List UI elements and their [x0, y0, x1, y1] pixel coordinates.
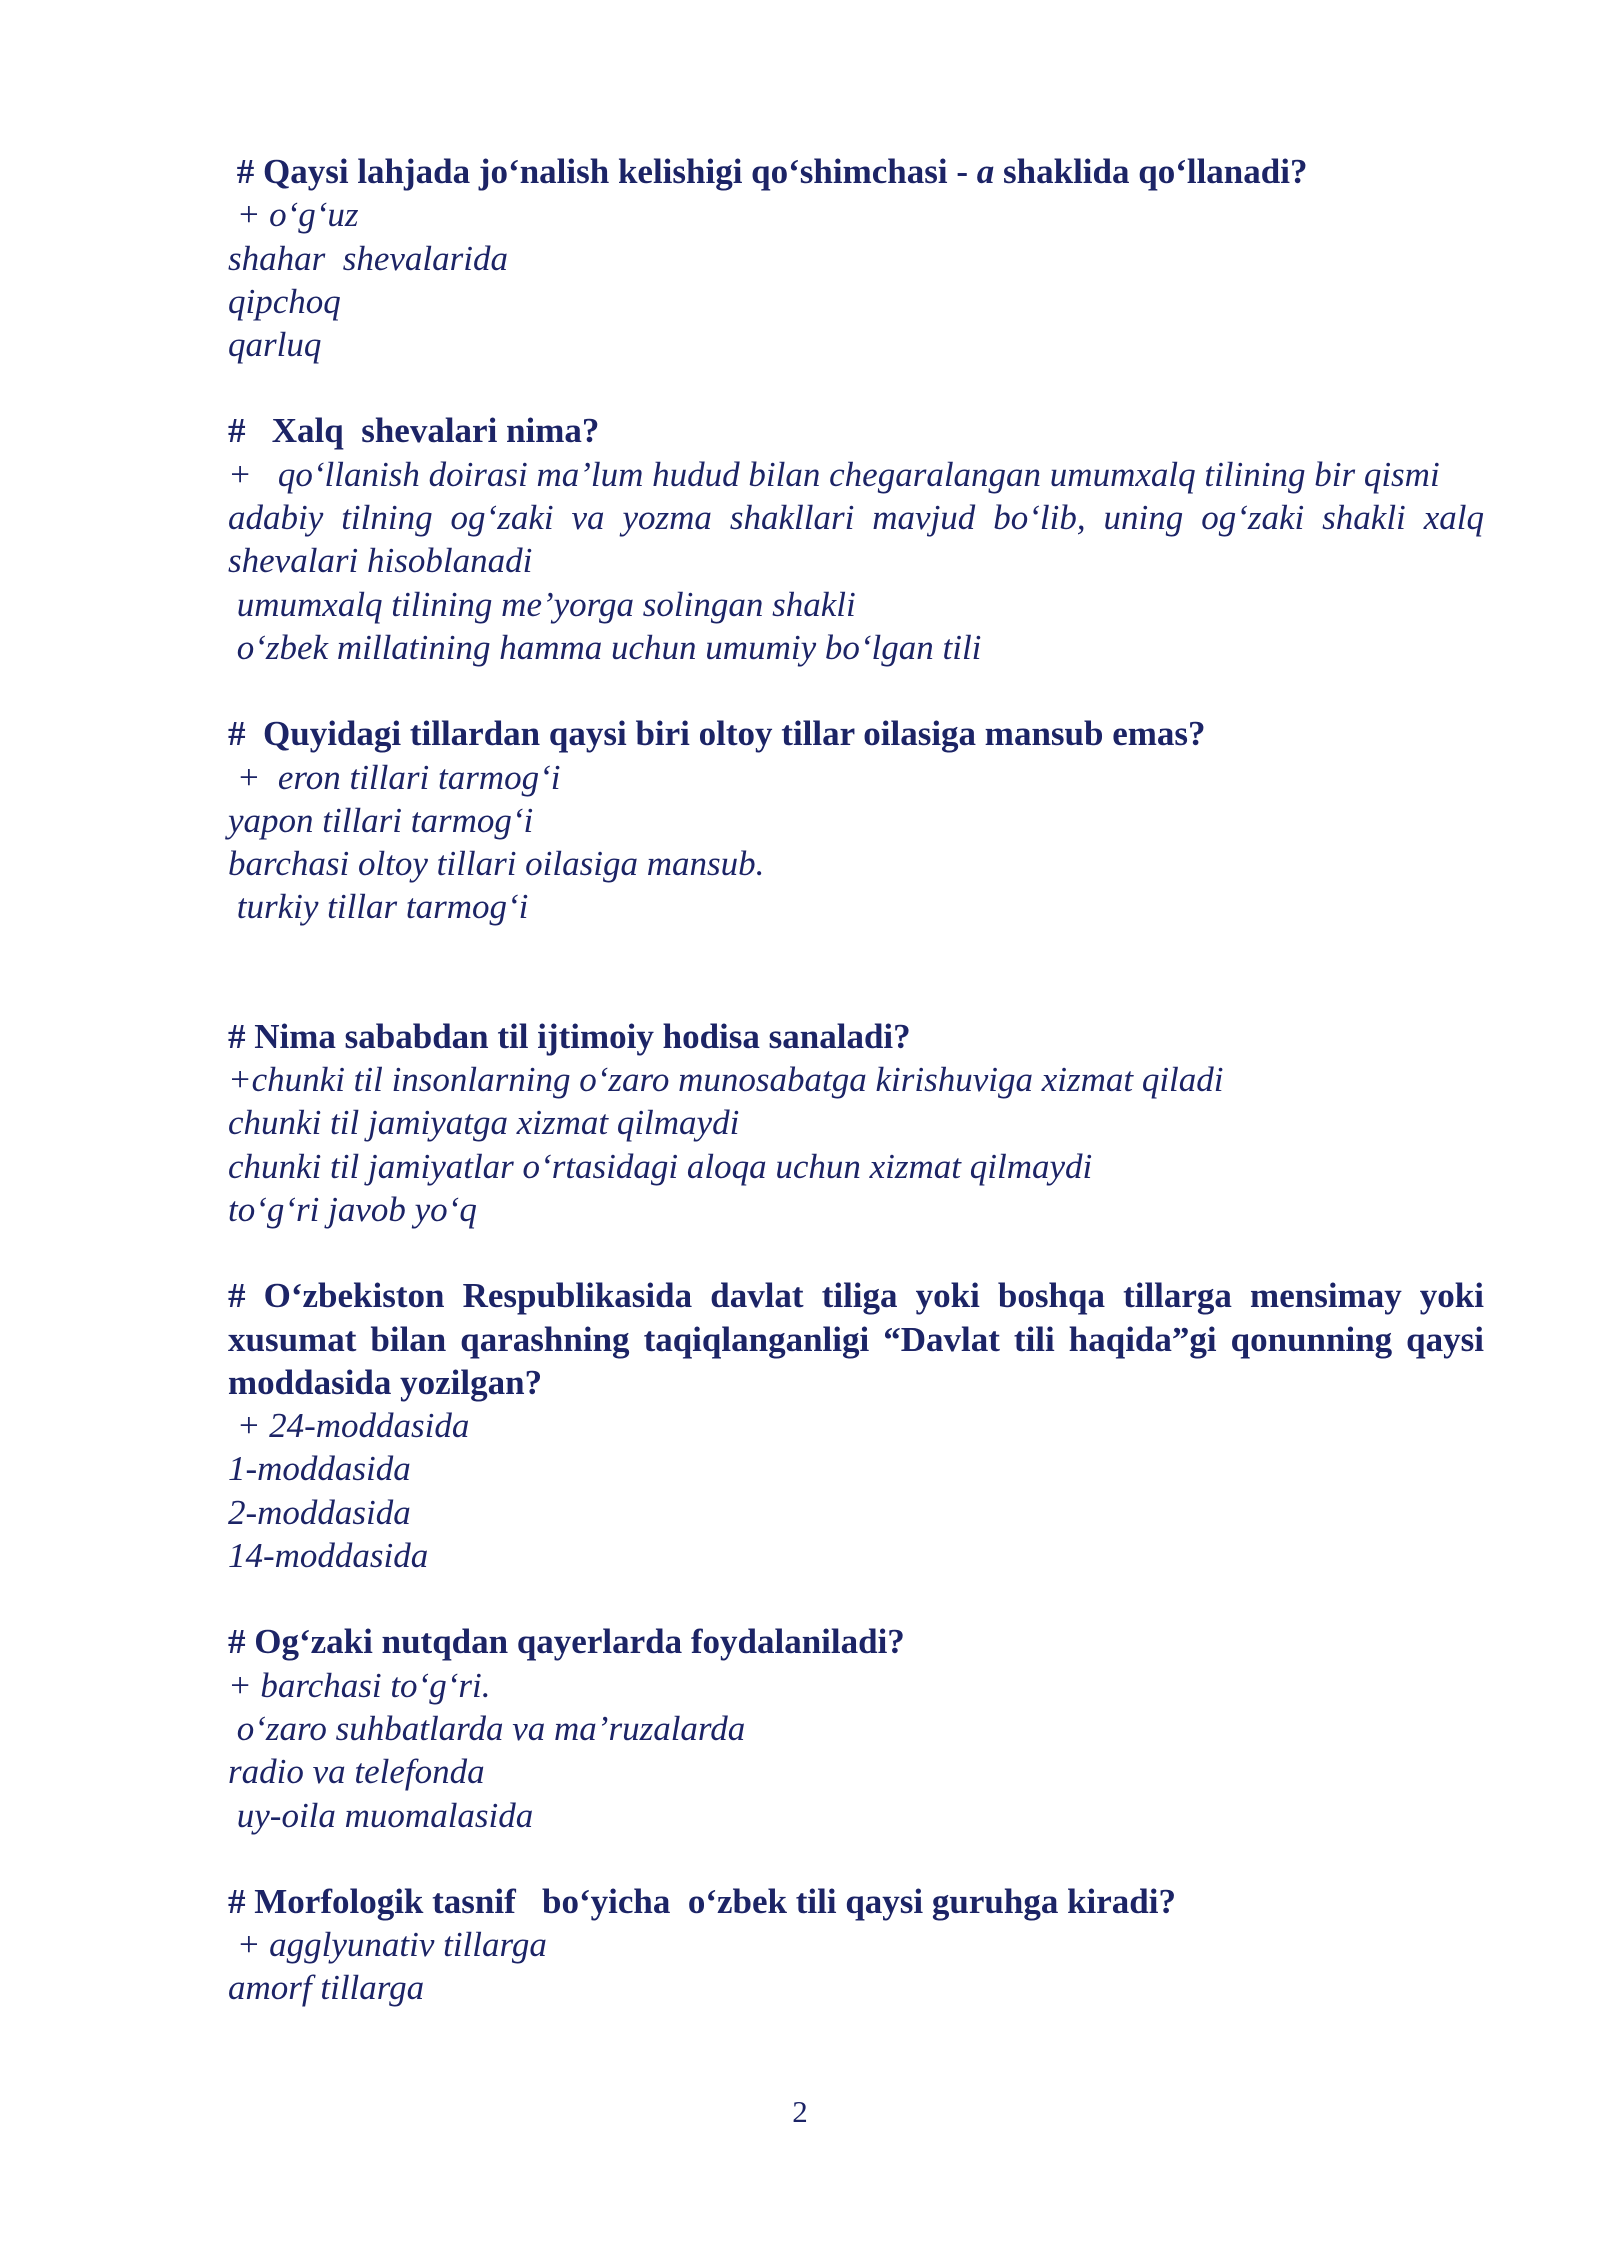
- answer-2-1: + qo‘llanish doirasi ma’lum hudud bilan chegaralangan umumxalq tilining bir qismi: [228, 454, 1440, 494]
- question-block-4: [228, 1015, 1484, 1231]
- question-1-text: # Qaysi lahjada jo‘nalish kelishigi qo‘shimchasi -: [236, 152, 977, 191]
- answer-1-2: shahar shevalarida: [228, 238, 508, 278]
- question-1: [228, 150, 1484, 193]
- answer-2-4: o‘zbek millatining hamma uchun umumiy bo‘lgan tili: [228, 627, 982, 667]
- answer-7-1: + agglyunativ tillarga: [228, 1925, 547, 1965]
- answer-3-1: + eron tillari tarmog‘i: [228, 757, 561, 797]
- answer-1-1: + o‘g‘uz: [228, 195, 359, 235]
- answer-5-3: 2-moddasida: [228, 1492, 411, 1532]
- answer-4-4: to‘g‘ri javob yo‘q: [228, 1189, 477, 1229]
- answer-2-3: umumxalq tilining me’yorga solingan shakli: [228, 584, 856, 624]
- answer-6-2: o‘zaro suhbatlarda va ma’ruzalarda: [228, 1708, 746, 1748]
- document-page: [228, 150, 1484, 2010]
- question-7: # Morfologik tasnif bo‘yicha o‘zbek tili qaysi guruhga kiradi?: [228, 1881, 1176, 1921]
- question-5: # O‘zbekiston Respublikasida davlat tiliga yoki boshqa tillarga mensimay yoki xusumat bilan qarashning taqiqlanganligi “Davlat tili haqida”gi qonunning qaysi moddasida yozilgan?: [228, 1276, 1484, 1402]
- question-block-3: [228, 712, 1484, 928]
- question-1-text-end: shaklida qo‘llanadi?: [994, 152, 1308, 191]
- question-block-7: [228, 1880, 1484, 2010]
- answer-4-1: +chunki til insonlarning o‘zaro munosabatga kirishuviga xizmat qiladi: [228, 1060, 1224, 1100]
- answer-5-1: + 24-moddasida: [228, 1406, 470, 1446]
- answer-6-4: uy-oila muomalasida: [228, 1795, 534, 1835]
- answer-7-2: amorf tillarga: [228, 1968, 425, 2008]
- answer-3-2: yapon tillari tarmog‘i: [228, 800, 534, 840]
- question-block-2: [228, 409, 1484, 669]
- answer-1-4: qarluq: [228, 325, 322, 365]
- answer-4-2: chunki til jamiyatga xizmat qilmaydi: [228, 1103, 740, 1143]
- question-2: # Xalq shevalari nima?: [228, 411, 600, 451]
- question-4: # Nima sababdan til ijtimoiy hodisa sanaladi?: [228, 1016, 911, 1056]
- question-6: # Og‘zaki nutqdan qayerlarda foydalaniladi?: [228, 1622, 905, 1662]
- answer-5-2: 1-moddasida: [228, 1449, 411, 1489]
- question-block-5: [228, 1274, 1484, 1577]
- question-3: # Quyidagi tillardan qaysi biri oltoy tillar oilasiga mansub emas?: [228, 714, 1206, 754]
- answer-3-3: barchasi oltoy tillari oilasiga mansub.: [228, 844, 765, 884]
- answer-2-2: adabiy tilning og‘zaki va yozma shakllari mavjud bo‘lib, uning og‘zaki shakli xalq shevalari hisoblanadi: [228, 498, 1484, 581]
- answer-3-4: turkiy tillar tarmog‘i: [228, 887, 529, 927]
- answer-1-3: qipchoq: [228, 281, 341, 321]
- answer-6-3: radio va telefonda: [228, 1752, 485, 1792]
- page-number: 2: [792, 2094, 808, 2129]
- answer-4-3: chunki til jamiyatlar o‘rtasidagi aloqa uchun xizmat qilmaydi: [228, 1146, 1093, 1186]
- answer-5-4: 14-moddasida: [228, 1536, 429, 1576]
- question-block-6: [228, 1620, 1484, 1836]
- question-block-1: [228, 150, 1484, 366]
- question-1-italic-letter: a: [976, 152, 995, 191]
- answer-6-1: + barchasi to‘g‘ri.: [228, 1665, 491, 1705]
